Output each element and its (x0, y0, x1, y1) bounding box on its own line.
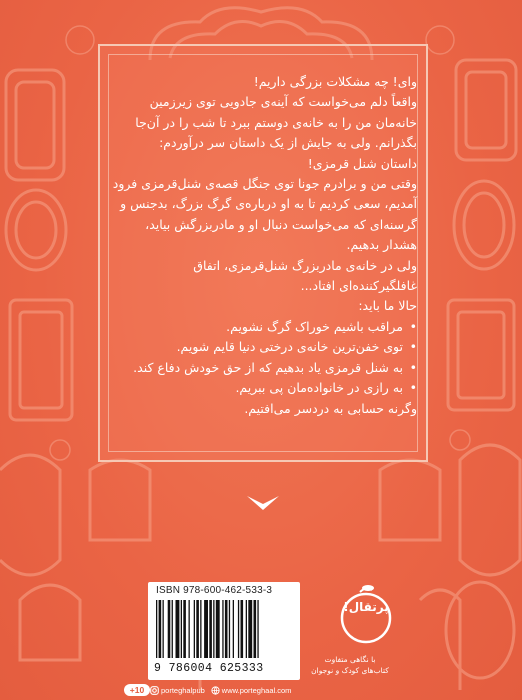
barcode-bar (194, 600, 195, 658)
age-rating-badge: +10 (124, 684, 150, 696)
barcode-bar (204, 600, 208, 658)
barcode-bar (172, 600, 173, 658)
barcode-bar (225, 600, 228, 658)
chevron-down-icon (246, 494, 280, 512)
blurb-paragraph-3: ولی در خانه‌ی مادربزرگ شنل‌قرمزی، اتفاق غافلگیرکننده‌ای افتاد... (193, 257, 417, 294)
barcode-bar (233, 600, 234, 658)
barcode-bar (241, 600, 244, 658)
instagram-icon (150, 686, 159, 695)
tagline-line-2: کتاب‌های کودک و نوجوان (311, 666, 389, 675)
website-link[interactable]: www.porteghaal.com (221, 685, 292, 695)
list-item: •توی خفن‌ترین خانه‌ی درختی دنیا قایم شویم. (112, 337, 417, 357)
tagline-line-1: با نگاهی متفاوت (324, 655, 376, 664)
barcode-bar (159, 600, 162, 658)
barcode-bar (238, 600, 239, 658)
blurb-closing: وگرنه حسابی به دردسر می‌افتیم. (244, 400, 417, 416)
blurb-story-title: داستان شنل قرمزی! (307, 155, 417, 171)
barcode-bar (213, 600, 214, 658)
barcode-bar (246, 600, 247, 658)
globe-icon (211, 686, 220, 695)
barcode-bar (229, 600, 230, 658)
barcode-bar (222, 600, 223, 658)
barcode (148, 582, 300, 680)
blurb-opening: وای! چه مشکلات بزرگی داریم! (253, 74, 417, 89)
bullet-icon: • (409, 359, 417, 375)
barcode-bar (196, 600, 199, 658)
instagram-handle[interactable]: porteghalpub (161, 685, 205, 695)
barcode-bars (156, 600, 292, 658)
publisher-tagline (300, 654, 400, 676)
barcode-bar (257, 600, 258, 658)
barcode-digits: 9 786004 625333 (154, 662, 264, 675)
blurb-paragraph-2: وقتی من و برادرم جونا توی جنگل قصه‌ی شنل‌قرمزی فرود آمدیم، سعی کردیم تا به او درباره‌ی گرگ بزرگ، بدجنس و گرسنه‌ای که می‌خواست دنبال او و مادربزرگش بیاید، هشدار بدهیم. (112, 176, 417, 253)
barcode-bar (181, 600, 182, 658)
barcode-bar (168, 600, 171, 658)
bullet-icon: • (409, 318, 417, 334)
barcode-bar (216, 600, 220, 658)
list-item: •به رازی در خانواده‌مان پی ببریم. (112, 378, 417, 398)
barcode-bar (176, 600, 180, 658)
blurb-bullet-list (112, 317, 417, 399)
barcode-bar (189, 600, 190, 658)
barcode-bar (254, 600, 257, 658)
barcode-bar (183, 600, 186, 658)
blurb-now-we-must: حالا ما باید: (358, 298, 417, 314)
barcode-bar (156, 600, 157, 658)
list-item: •به شنل قرمزی یاد بدهیم که از حق خودش دفاع کند. (112, 358, 417, 378)
blurb-paragraph-1: واقعاً دلم می‌خواست که آینه‌ی جادویی توی زیرزمین خانه‌مان من را به خانه‌ی دوستم ببرد تا شب را در آن‌جا بگذرانم. ولی به جایش از یک داستان سر درآوردم: (135, 94, 417, 151)
blurb-text (112, 72, 417, 419)
barcode-bar (163, 600, 164, 658)
bullet-icon: • (409, 339, 417, 355)
barcode-bar (209, 600, 212, 658)
list-item: •مراقب باشیم خوراک گرگ نشویم. (112, 317, 417, 337)
barcode-bar (200, 600, 201, 658)
publisher-logo (338, 584, 394, 644)
publisher-logo-text: پرتقال! (343, 600, 389, 614)
isbn-text: ISBN 978-600-462-533-3 (156, 585, 273, 596)
social-links (150, 684, 291, 696)
bullet-icon: • (409, 380, 417, 396)
barcode-bar (248, 600, 252, 658)
